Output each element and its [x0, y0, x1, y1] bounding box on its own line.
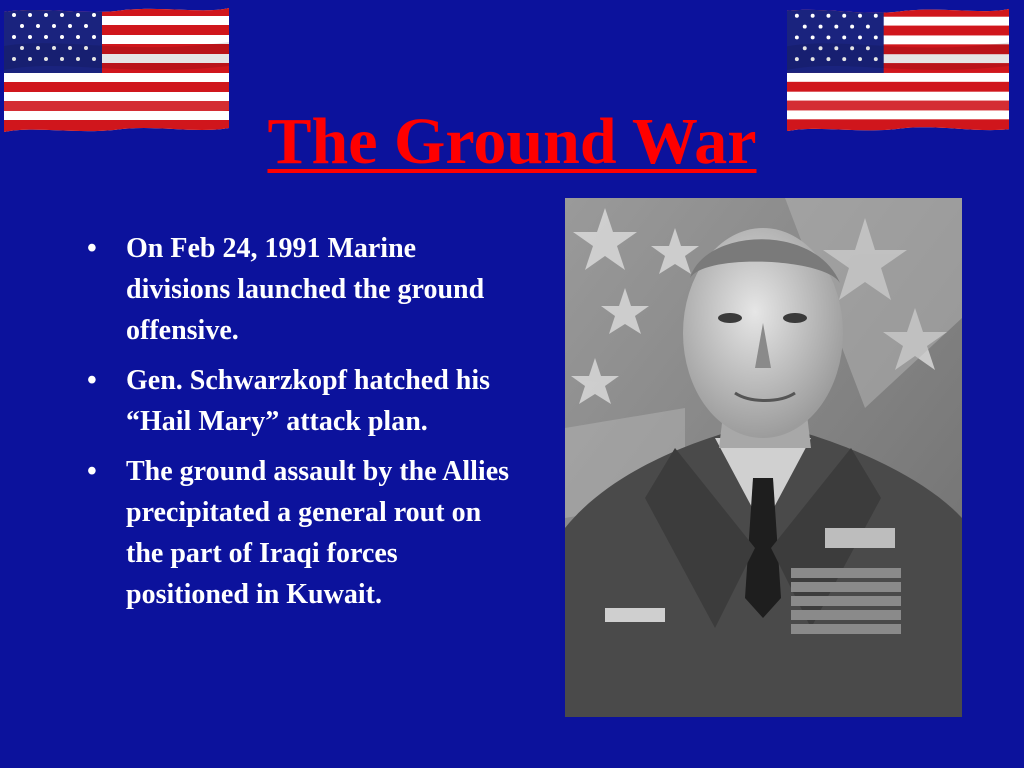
bullet-item [82, 228, 512, 351]
bullet-item [82, 360, 512, 442]
bullet-marker: • [87, 365, 97, 396]
general-portrait-photo [565, 198, 962, 717]
bullet-marker: • [87, 456, 97, 487]
bullet-item [82, 451, 512, 615]
bullet-text: Gen. Schwarzkopf hatched his “Hail Mary” attack plan. [126, 365, 491, 437]
bullet-list [82, 228, 512, 624]
bullet-text: The ground assault by the Allies precipitated a general rout on the part of Iraqi forces positioned in Kuwait. [126, 456, 510, 610]
bullet-text: On Feb 24, 1991 Marine divisions launched the ground offensive. [126, 233, 485, 346]
slide-title: The Ground War [267, 105, 757, 178]
bullet-marker: • [87, 233, 97, 264]
